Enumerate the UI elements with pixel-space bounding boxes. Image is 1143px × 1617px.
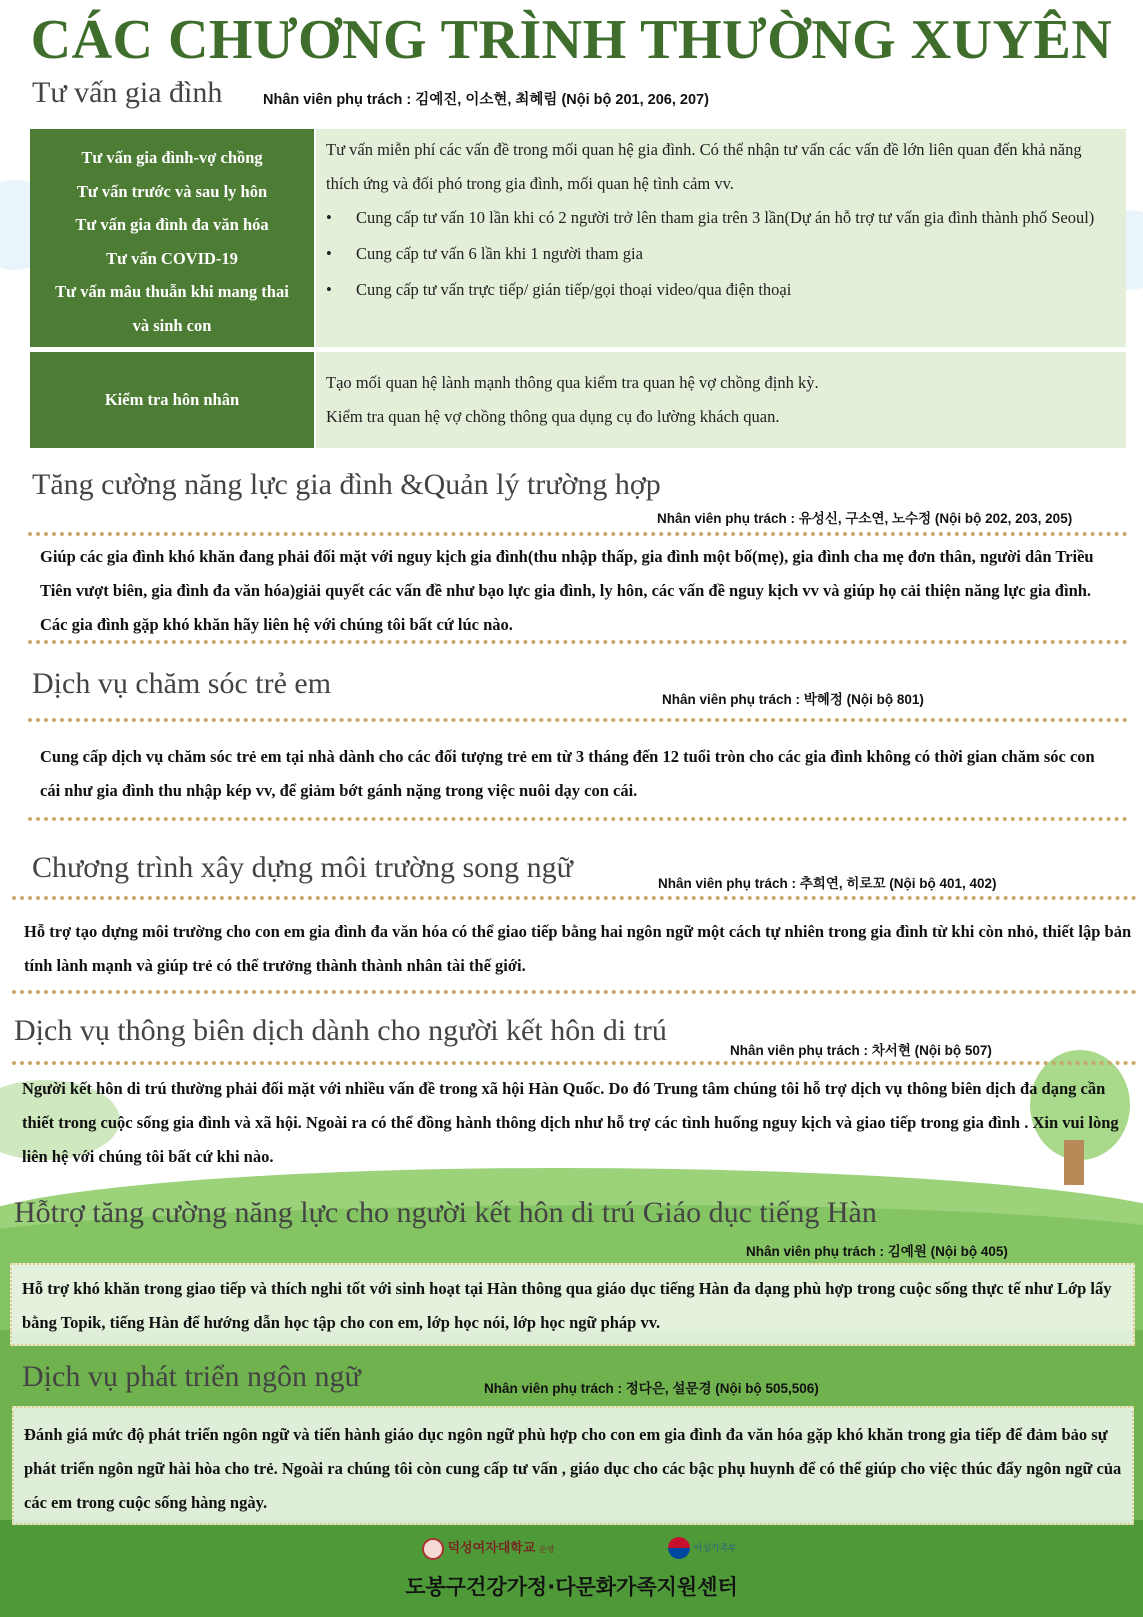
ministry-name: 여성가족부 bbox=[693, 1544, 737, 1554]
bullet-icon: • bbox=[326, 208, 332, 227]
service-list-cell bbox=[30, 129, 314, 347]
marriage-check-line: Tạo mối quan hệ lành mạnh thông qua kiểm tra quan hệ vợ chồng định kỳ. bbox=[326, 373, 819, 392]
childcare-text: Cung cấp dịch vụ chăm sóc trẻ em tại nhà dành cho các đối tượng trẻ em từ 3 tháng đến 12 tuổi tròn cho các gia đình không có thời gian chăm sóc con cái như gia đình thu nhập kép vv, để giảm bớt gánh nặng trong việc nuôi dạy con cái. bbox=[40, 747, 1095, 800]
staff-capacity: Nhân viên phụ trách : 유성신, 구소연, 노수정 (Nội bộ 202, 203, 205) bbox=[657, 511, 1073, 526]
bullet-icon: • bbox=[326, 280, 332, 299]
divider bbox=[28, 817, 1128, 821]
university-name: 덕성여자대학교 bbox=[447, 1541, 536, 1556]
marriage-check-description bbox=[316, 352, 1126, 448]
center-name: 도봉구건강가정·다문화가족지원센터 bbox=[405, 1575, 738, 1599]
bullet-item: • Cung cấp tư vấn 6 lần khi 1 người tham gia bbox=[326, 237, 1114, 271]
staff-family-counseling: Nhân viên phụ trách : 김예진, 이소현, 최혜림 (Nội bộ 201, 206, 207) bbox=[263, 92, 709, 108]
service-item: Tư vấn COVID-19 bbox=[106, 248, 238, 268]
marriage-check-cell bbox=[30, 352, 314, 448]
language-text: Đánh giá mức độ phát triển ngôn ngữ và tiến hành giáo dục ngôn ngữ phù hợp cho con em gia đình đa văn hóa gặp khó khăn trong gia tiếp để đảm bảo sự phát triển ngôn ngữ hài hòa cho trẻ. Ngoài ra chúng tôi còn cung cấp tư vấn , giáo dục cho các bậc phụ huynh để có thể giúp cho việc thúc đẩy ngôn ngữ của các em trong cuộc sống hàng ngày. bbox=[24, 1425, 1122, 1512]
service-item: Tư vấn gia đình-vợ chồng bbox=[81, 148, 263, 167]
ministry-logo bbox=[668, 1537, 737, 1559]
section-title-bilingual: Chương trình xây dựng môi trường song ngữ bbox=[32, 851, 573, 884]
taegeuk-icon bbox=[668, 1537, 690, 1559]
divider bbox=[12, 1061, 1137, 1065]
section-title-interpretation: Dịch vụ thông biên dịch dành cho người kết hôn di trú bbox=[14, 1014, 667, 1047]
page-title: CÁC CHƯƠNG TRÌNH THƯỜNG XUYÊN bbox=[30, 9, 1113, 71]
divider bbox=[12, 990, 1137, 994]
bullet-icon: • bbox=[326, 244, 332, 263]
staff-interpretation: Nhân viên phụ trách : 차서현 (Nội bộ 507) bbox=[730, 1043, 992, 1058]
bilingual-text: Hỗ trợ tạo dựng môi trường cho con em gia đình đa văn hóa có thể giao tiếp bằng hai ngôn ngữ một cách tự nhiên trong gia đình từ khi còn nhỏ, thiết lập bản tính lành mạnh và giúp trẻ có thể trưởng thành thành nhân tài thế giới. bbox=[24, 922, 1132, 975]
korean-text: Hỗ trợ khó khăn trong giao tiếp và thích nghi tốt với sinh hoạt tại Hàn thông qua giáo dục tiếng Hàn đa dạng phù hợp trong cuộc sống thực tế như Lớp lấy bằng Topik, tiếng Hàn để hướng dẫn học tập cho con em, lớp học nói, lớp học ngữ pháp vv. bbox=[22, 1279, 1112, 1332]
bullet-item: • Cung cấp tư vấn 10 lần khi có 2 người trở lên tham gia trên 3 lần(Dự án hỗ trợ tư vấn gia đình thành phố Seoul) bbox=[326, 201, 1114, 235]
service-item: Tư vấn mâu thuẫn khi mang thai bbox=[55, 282, 289, 301]
staff-bilingual: Nhân viên phụ trách : 추희연, 히로꼬 (Nội bộ 401, 402) bbox=[658, 876, 997, 891]
divider bbox=[28, 718, 1128, 722]
service-description-cell bbox=[316, 129, 1126, 347]
staff-korean: Nhân viên phụ trách : 김예원 (Nội bộ 405) bbox=[746, 1244, 1008, 1259]
service-item: Tư vấn trước và sau ly hôn bbox=[76, 181, 268, 201]
section-title-family-counseling: Tư vấn gia đình bbox=[32, 76, 223, 109]
marriage-check-label: Kiểm tra hôn nhân bbox=[104, 390, 240, 409]
operated-label: 운영 bbox=[538, 1545, 555, 1554]
marriage-check-line: Kiểm tra quan hệ vợ chồng thông qua dụng cụ đo lường khách quan. bbox=[326, 407, 780, 426]
staff-childcare: Nhân viên phụ trách : 박혜정 (Nội bộ 801) bbox=[662, 692, 924, 707]
section-title-childcare: Dịch vụ chăm sóc trẻ em bbox=[32, 667, 332, 700]
capacity-text: Giúp các gia đình khó khăn đang phải đối mặt với nguy kịch gia đình(thu nhập thấp, gia đình một bố(mẹ), gia đình cha mẹ đơn thân, người dân Triều Tiên vượt biên, gia đình đa văn hóa)giải quyết các vấn đề như bạo lực gia đình, ly hôn, các vấn đề nguy kịch vv và giúp họ cải thiện năng lực gia đình. Các gia đình gặp khó khăn hãy liên hệ với chúng tôi bất cứ lúc nào. bbox=[40, 547, 1094, 634]
section-title-capacity: Tăng cường năng lực gia đình &Quản lý trường hợp bbox=[32, 468, 661, 501]
service-item: và sinh con bbox=[132, 315, 212, 335]
section-title-korean: Hỗtrợ tăng cường năng lực cho người kết hôn di trú Giáo dục tiếng Hàn bbox=[14, 1196, 877, 1229]
service-item: Tư vấn gia đình đa văn hóa bbox=[75, 215, 269, 234]
university-seal-icon bbox=[422, 1538, 444, 1560]
footer-band bbox=[0, 1520, 1143, 1617]
divider bbox=[12, 896, 1137, 900]
divider bbox=[28, 640, 1128, 644]
divider bbox=[28, 532, 1128, 536]
interpretation-text: Người kết hôn di trú thường phải đối mặt với nhiều vấn đề trong xã hội Hàn Quốc. Do đó Trung tâm chúng tôi hỗ trợ dịch vụ thông biên dịch đa dạng cần thiết trong cuộc sống gia đình và xã hội. Ngoài ra có thể đồng hành thông dịch như hỗ trợ các tình huống nguy kịch và giao tiếp trong gia đình . Xin vui lòng liên hệ với chúng tôi bất cứ khi nào. bbox=[22, 1079, 1119, 1166]
bullet-item: • Cung cấp tư vấn trực tiếp/ gián tiếp/gọi thoại video/qua điện thoại bbox=[326, 273, 1114, 307]
staff-language: Nhân viên phụ trách : 정다은, 설문경 (Nội bộ 505,506) bbox=[484, 1381, 819, 1396]
section-title-language: Dịch vụ phát triển ngôn ngữ bbox=[22, 1360, 361, 1393]
service-intro: Tư vấn miễn phí các vấn đề trong mối quan hệ gia đình. Có thể nhận tư vấn các vấn đề lớn liên quan đến khả năng thích ứng và đối phó trong gia đình, mối quan hệ tình cảm vv. bbox=[326, 140, 1082, 193]
university-logo bbox=[422, 1537, 554, 1560]
